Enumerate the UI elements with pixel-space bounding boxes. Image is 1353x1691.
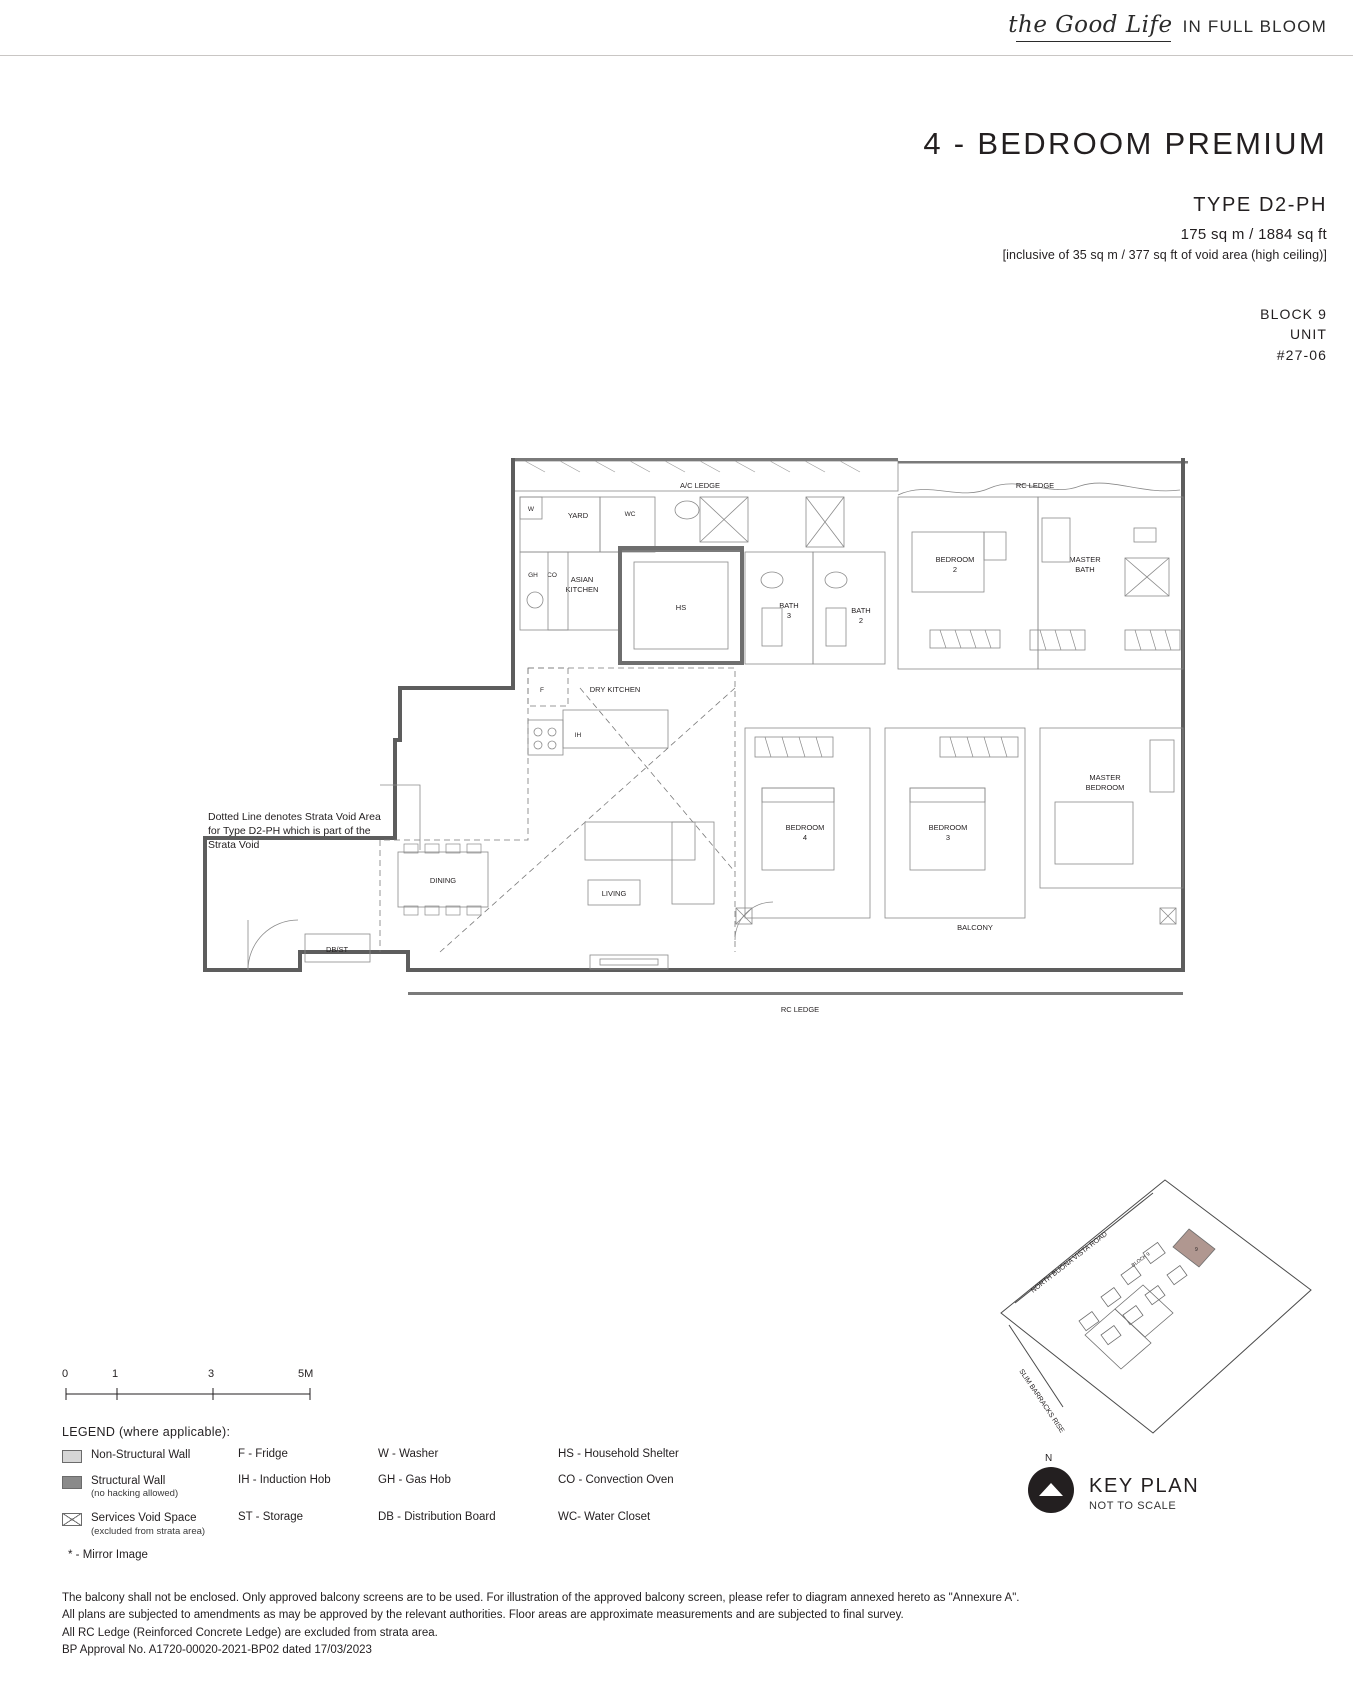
- svg-text:2: 2: [952, 565, 958, 574]
- svg-text:MASTER: MASTER: [1089, 773, 1121, 782]
- scale-bar-graphic: [62, 1384, 332, 1400]
- svg-text:BEDROOM: BEDROOM: [1085, 783, 1125, 792]
- svg-text:BATH: BATH: [779, 601, 799, 610]
- legend-row: [62, 1448, 802, 1463]
- disclaimer-line: All plans are subjected to amendments as may be approved by the relevant authorities. Floor areas are approximate measurements and are subjected to final survey.: [62, 1609, 904, 1622]
- unit-label: UNIT: [1289, 326, 1327, 343]
- unit-type: TYPE D2-PH: [1193, 194, 1327, 216]
- structural-wall-swatch-icon: [62, 1476, 82, 1489]
- unit-number: #27-06: [1276, 346, 1327, 363]
- legend: [62, 1425, 802, 1561]
- svg-text:F: F: [540, 687, 544, 694]
- svg-text:3: 3: [786, 611, 792, 620]
- svg-text:BEDROOM: BEDROOM: [928, 823, 968, 832]
- key-plan-map: [993, 1175, 1323, 1475]
- svg-text:NORTH BUONA VISTA ROAD: NORTH BUONA VISTA ROAD: [1029, 1230, 1109, 1295]
- scale-tick-3: 3: [208, 1368, 215, 1380]
- svg-text:LIVING: LIVING: [601, 889, 627, 898]
- svg-text:GH: GH: [528, 572, 538, 579]
- svg-text:BALCONY: BALCONY: [957, 923, 993, 932]
- legend-title: LEGEND (where applicable):: [62, 1425, 231, 1439]
- svg-text:WC: WC: [624, 511, 636, 518]
- disclaimer-line: All RC Ledge (Reinforced Concrete Ledge) are excluded from strata area.: [62, 1626, 438, 1639]
- key-plan: [993, 1175, 1323, 1535]
- svg-text:RC LEDGE: RC LEDGE: [1015, 481, 1055, 490]
- strata-void-note: Dotted Line denotes Strata Void Area for Type D2-PH which is part of the Strata Void: [208, 811, 381, 852]
- legend-swatch-label: Structural Wall: [91, 1475, 166, 1487]
- legend-abbrev: ST - Storage: [238, 1511, 303, 1524]
- title-block: [923, 126, 1327, 365]
- svg-text:KITCHEN: KITCHEN: [565, 585, 599, 594]
- scale-bar: [62, 1368, 332, 1405]
- non-structural-wall-swatch-icon: [62, 1450, 82, 1463]
- svg-text:IH: IH: [574, 732, 582, 739]
- svg-text:DINING: DINING: [429, 876, 457, 885]
- legend-abbrev: IH - Induction Hob: [238, 1474, 331, 1486]
- svg-text:2: 2: [858, 616, 864, 625]
- key-plan-subtitle: NOT TO SCALE: [1089, 1500, 1177, 1512]
- legend-abbrev: CO - Convection Oven: [558, 1474, 674, 1486]
- unit-area: 175 sq m / 1884 sq ft: [1180, 226, 1327, 243]
- legend-swatch-label: Non-Structural Wall: [91, 1449, 191, 1461]
- disclaimer-line: The balcony shall not be enclosed. Only approved balcony screens are to be used. For illustration of the approved balcony screen, please refer to diagram annexed hereto as "Annexure A".: [62, 1592, 1020, 1604]
- disclaimer-line: BP Approval No. A1720-00020-2021-BP02 dated 17/03/2023: [62, 1643, 372, 1656]
- legend-swatch-label: Services Void Space: [91, 1512, 197, 1525]
- svg-text:A/C LEDGE: A/C LEDGE: [679, 481, 721, 490]
- brand-header: [0, 0, 1353, 56]
- svg-text:W: W: [527, 506, 535, 513]
- svg-text:BEDROOM: BEDROOM: [935, 555, 975, 564]
- legend-abbrev: F - Fridge: [238, 1448, 288, 1460]
- svg-text:MASTER: MASTER: [1069, 555, 1101, 564]
- svg-text:RC LEDGE: RC LEDGE: [780, 1005, 820, 1014]
- legend-abbrev: WC- Water Closet: [558, 1511, 651, 1524]
- brand-logo: [1008, 12, 1327, 40]
- legend-swatch-sublabel: (no hacking allowed): [91, 1488, 179, 1500]
- svg-text:3: 3: [945, 833, 951, 842]
- svg-text:DB/ST: DB/ST: [325, 945, 349, 954]
- legend-row: [62, 1511, 802, 1537]
- block-label: BLOCK 9: [1260, 306, 1327, 322]
- brand-tagline: IN FULL BLOOM: [1182, 17, 1327, 36]
- svg-text:CO: CO: [547, 572, 557, 579]
- page-title: 4 - BEDROOM PREMIUM: [923, 126, 1327, 161]
- compass-icon: [1028, 1453, 1074, 1513]
- svg-text:BATH: BATH: [851, 606, 871, 615]
- brand-script-text: the Good Life: [1008, 12, 1173, 38]
- key-plan-block-label: BLOCK 9: [1130, 1251, 1152, 1269]
- key-plan-title: KEY PLAN: [1089, 1475, 1200, 1497]
- svg-text:SLIM BARRACKS RISE: SLIM BARRACKS RISE: [1017, 1368, 1066, 1435]
- mirror-image-note: * - Mirror Image: [68, 1548, 148, 1561]
- legend-swatch-sublabel: (excluded from strata area): [91, 1525, 206, 1537]
- floor-plan: [0, 440, 1353, 1090]
- services-void-swatch-icon: [62, 1513, 82, 1526]
- legend-row: [62, 1474, 802, 1500]
- scale-tick-0: 0: [62, 1368, 69, 1380]
- scale-tick-5: 5M: [298, 1368, 314, 1380]
- svg-text:HS: HS: [675, 603, 687, 612]
- legend-abbrev: GH - Gas Hob: [378, 1474, 451, 1486]
- svg-text:BATH: BATH: [1075, 565, 1095, 574]
- legend-abbrev: HS - Household Shelter: [558, 1448, 679, 1460]
- legend-abbrev: DB - Distribution Board: [378, 1511, 496, 1524]
- svg-text:4: 4: [802, 833, 808, 842]
- disclaimer: [62, 1590, 1292, 1659]
- compass-north-label: N: [1045, 1453, 1053, 1464]
- svg-text:BEDROOM: BEDROOM: [785, 823, 825, 832]
- svg-text:ASIAN: ASIAN: [570, 575, 594, 584]
- svg-text:DRY KITCHEN: DRY KITCHEN: [589, 685, 641, 694]
- void-area-note: [inclusive of 35 sq m / 377 sq ft of void area (high ceiling)]: [1002, 248, 1327, 262]
- svg-text:YARD: YARD: [567, 511, 589, 520]
- legend-abbrev: W - Washer: [378, 1448, 439, 1460]
- svg-text:9: 9: [1195, 1247, 1198, 1253]
- scale-tick-1: 1: [112, 1368, 119, 1380]
